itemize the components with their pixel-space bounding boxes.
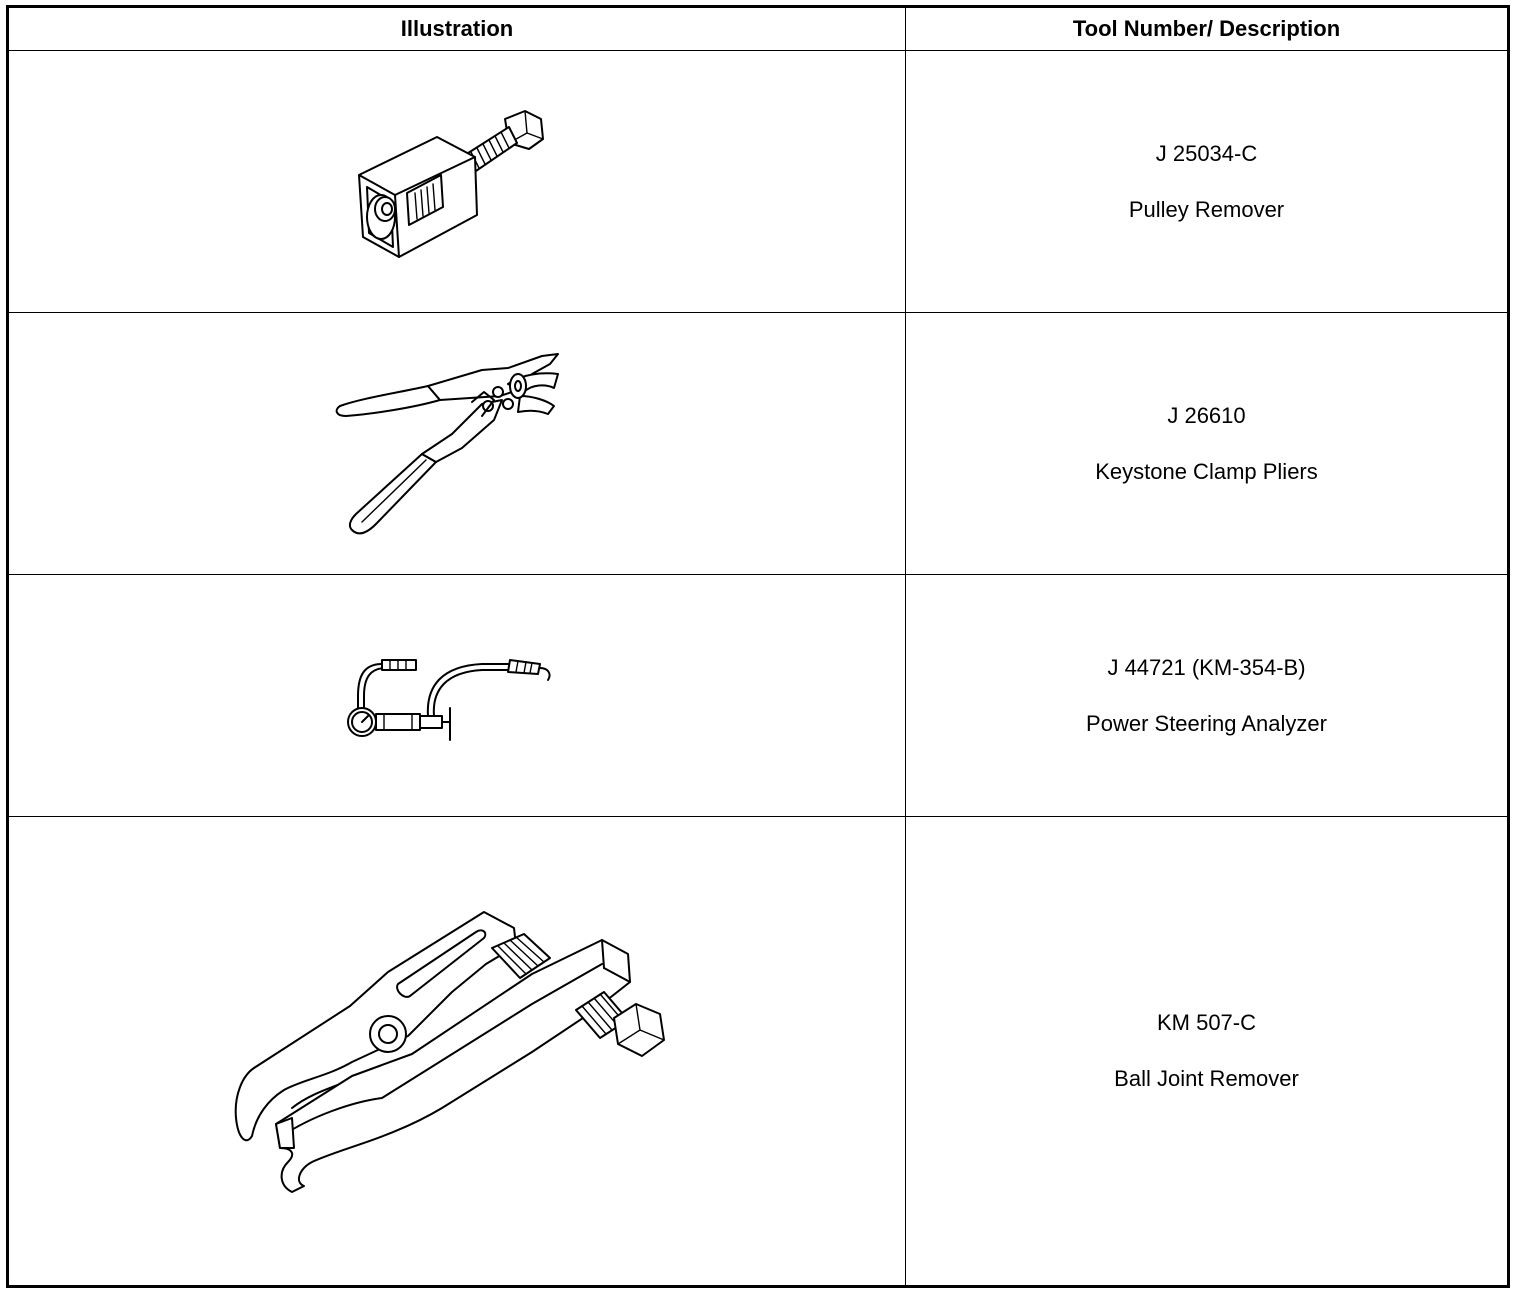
tool-number: J 25034-C (1155, 140, 1258, 166)
tool-description: Keystone Clamp Pliers (1095, 458, 1318, 484)
tool-description-cell (906, 817, 1509, 1287)
tool-number: J 44721 (KM-354-B) (1107, 654, 1306, 680)
special-tools-table (6, 5, 1510, 1288)
illustration-cell (8, 817, 906, 1287)
pulley-remover-icon (337, 97, 577, 267)
illustration-cell (8, 51, 906, 313)
illustration-cell (8, 575, 906, 817)
tool-description: Power Steering Analyzer (1086, 710, 1327, 736)
table-row (8, 575, 1509, 817)
power-steering-analyzer-icon (342, 646, 572, 746)
ball-joint-remover-icon (232, 886, 682, 1216)
keystone-clamp-pliers-icon (332, 344, 582, 544)
table-row (8, 51, 1509, 313)
tool-description-cell (906, 313, 1509, 575)
tool-number: J 26610 (1167, 402, 1246, 428)
tool-description: Pulley Remover (1128, 196, 1285, 222)
tool-number: KM 507-C (1156, 1010, 1257, 1035)
illustration-cell (8, 313, 906, 575)
tool-description: Ball Joint Remover (1114, 1066, 1299, 1091)
table-row (8, 817, 1509, 1287)
header-tool-number-description: Tool Number/ Description (906, 7, 1509, 51)
table-header-row (8, 7, 1509, 51)
tool-description-cell (906, 575, 1509, 817)
header-illustration: Illustration (8, 7, 906, 51)
table-row (8, 313, 1509, 575)
tool-description-cell (906, 51, 1509, 313)
